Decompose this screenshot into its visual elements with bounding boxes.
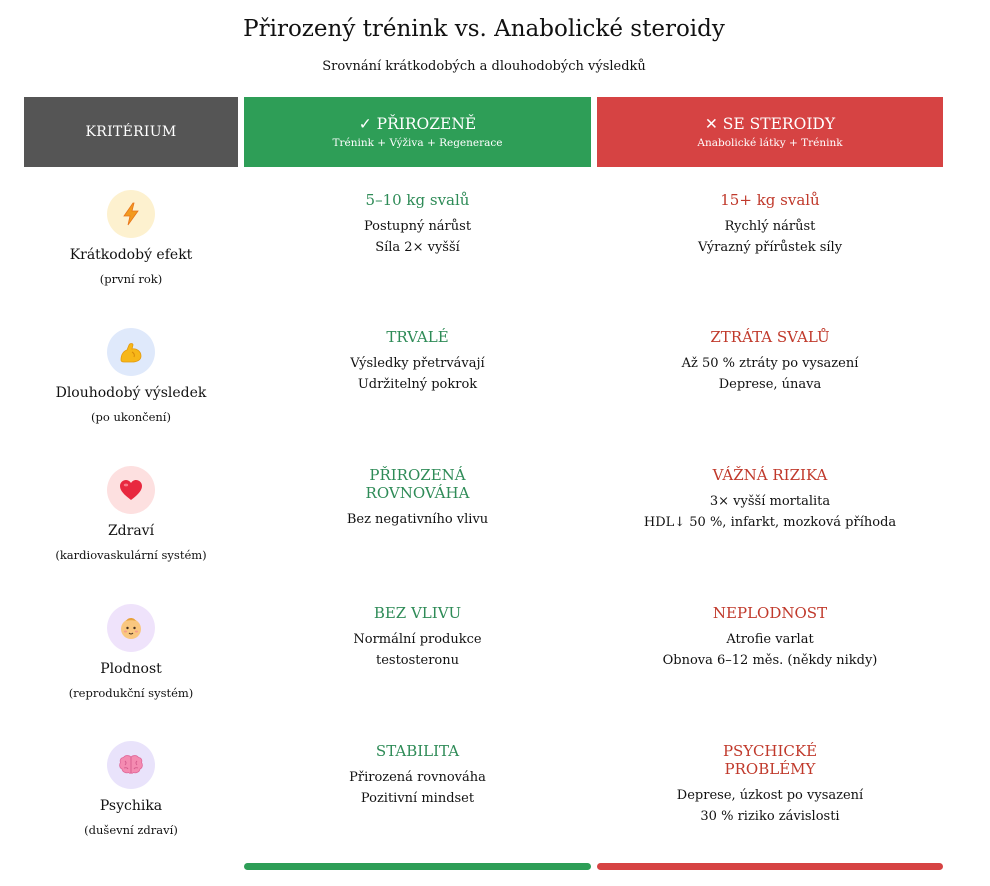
natural-line: Přirozená rovnováha xyxy=(349,770,486,785)
criterion-label: Dlouhodobý výsledek xyxy=(55,385,207,401)
row-health xyxy=(0,457,990,595)
natural-line: Síla 2× vyšší xyxy=(375,240,460,255)
natural-footer-bar xyxy=(244,863,591,870)
row-long-term-result xyxy=(0,319,990,457)
natural-cell xyxy=(244,466,591,530)
steroids-cell xyxy=(597,191,943,258)
criterion-label: Krátkodobý efekt xyxy=(69,247,193,263)
criterion-cell xyxy=(24,604,238,701)
natural-line: testosteronu xyxy=(375,653,459,668)
criterion-cell xyxy=(24,466,238,563)
natural-line: Normální produkce xyxy=(353,632,482,647)
steroids-heading: 15+ kg svalů xyxy=(720,191,820,209)
criterion-cell xyxy=(24,190,238,287)
natural-heading: TRVALÉ xyxy=(386,328,449,346)
steroids-cell xyxy=(597,604,943,671)
header-natural-subtitle: Trénink + Výživa + Regenerace xyxy=(332,136,503,149)
brain-icon xyxy=(107,741,155,789)
natural-heading: PŘIROZENÁ ROVNOVÁHA xyxy=(365,466,470,502)
steroids-line: Atrofie varlat xyxy=(726,632,814,647)
criterion-sublabel: (duševní zdraví) xyxy=(84,823,178,837)
steroids-line: 30 % riziko závislosti xyxy=(700,809,840,824)
natural-line: Bez negativního vlivu xyxy=(346,512,489,527)
natural-heading: STABILITA xyxy=(375,742,460,760)
header-steroids-title: ✕ SE STEROIDY xyxy=(704,114,836,133)
steroids-line: Deprese, únava xyxy=(718,377,822,392)
steroids-line: Výrazný přírůstek síly xyxy=(697,240,843,255)
natural-cell xyxy=(244,742,591,809)
steroids-line: Rychlý nárůst xyxy=(724,219,816,234)
steroids-heading: PSYCHICKÉ PROBLÉMY xyxy=(722,742,818,778)
page-subtitle: Srovnání krátkodobých a dlouhodobých výsledků xyxy=(322,59,646,74)
natural-line: Udržitelný pokrok xyxy=(357,377,478,392)
steroids-heading: NEPLODNOST xyxy=(712,604,828,622)
natural-heading: BEZ VLIVU xyxy=(373,604,462,622)
steroids-cell xyxy=(597,328,943,395)
criterion-sublabel: (první rok) xyxy=(99,272,163,286)
criterion-cell xyxy=(24,741,238,838)
header-natural-title: ✓ PŘIROZENĚ xyxy=(358,114,477,133)
natural-line: Postupný nárůst xyxy=(363,219,472,234)
criterion-cell xyxy=(24,328,238,425)
steroids-cell xyxy=(597,466,943,533)
steroids-line: 3× vyšší mortalita xyxy=(709,494,831,509)
row-psyche xyxy=(0,733,990,871)
natural-heading: 5–10 kg svalů xyxy=(365,191,470,209)
steroids-line: Až 50 % ztráty po vysazení xyxy=(681,356,859,371)
header-natural xyxy=(244,97,591,167)
natural-line: Pozitivní mindset xyxy=(360,791,475,806)
steroids-heading: ZTRÁTA SVALŮ xyxy=(710,328,830,346)
criterion-sublabel: (kardiovaskulární systém) xyxy=(55,548,207,562)
steroids-cell xyxy=(597,742,943,827)
header-steroids xyxy=(597,97,943,167)
heart-icon xyxy=(107,466,155,514)
steroids-footer-bar xyxy=(597,863,943,870)
page-title: Přirozený trénink vs. Anabolické steroidy xyxy=(243,16,725,42)
steroids-line: HDL↓ 50 %, infarkt, mozková příhoda xyxy=(643,515,897,530)
row-fertility xyxy=(0,595,990,733)
criterion-label: Zdraví xyxy=(107,523,155,539)
steroids-heading: VÁŽNÁ RIZIKA xyxy=(712,466,828,484)
header-criterion-label: KRITÉRIUM xyxy=(85,124,177,140)
row-short-term-effect xyxy=(0,182,990,320)
natural-cell xyxy=(244,191,591,258)
natural-line: Výsledky přetrvávají xyxy=(350,356,485,371)
criterion-sublabel: (po ukončení) xyxy=(91,410,171,424)
flexed-biceps-icon xyxy=(107,328,155,376)
criterion-label: Psychika xyxy=(99,798,163,814)
header-steroids-subtitle: Anabolické látky + Trénink xyxy=(697,136,843,149)
natural-cell xyxy=(244,604,591,671)
criterion-label: Plodnost xyxy=(100,661,162,677)
steroids-line: Obnova 6–12 měs. (někdy nikdy) xyxy=(662,653,878,668)
lightning-icon xyxy=(107,190,155,238)
natural-cell xyxy=(244,328,591,395)
steroids-line: Deprese, úzkost po vysazení xyxy=(676,788,864,803)
baby-icon xyxy=(107,604,155,652)
criterion-sublabel: (reprodukční systém) xyxy=(68,686,194,700)
header-criterion xyxy=(24,97,238,167)
